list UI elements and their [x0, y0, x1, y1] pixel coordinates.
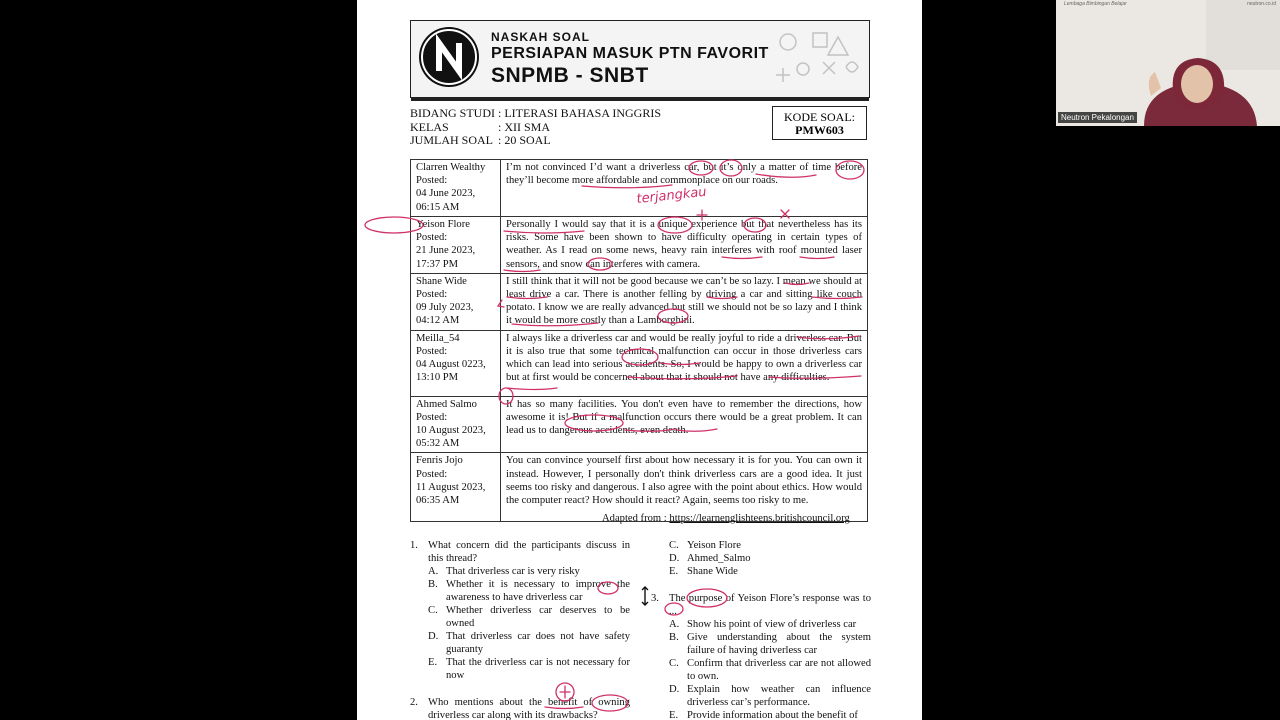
post-posted-label: Posted: — [416, 345, 448, 357]
option-text: That the driverless car is not necessary for now — [446, 657, 630, 681]
post-date: 09 July 2023, — [416, 302, 474, 314]
forum-post — [411, 217, 868, 274]
subject-value: : LITERASI BAHASA INGGRIS — [498, 106, 662, 120]
post-author: Shane Wide — [416, 275, 467, 287]
option-letter: C. — [669, 658, 679, 669]
source-link[interactable]: https://learnenglishteens.britishcouncil.org — [669, 513, 850, 524]
option-letter: B. — [669, 632, 679, 643]
document-page — [357, 0, 922, 720]
post-posted-label: Posted: — [416, 411, 448, 423]
participant-name: Neutron Pekalongan — [1058, 112, 1137, 123]
post-posted-label: Posted: — [416, 175, 448, 187]
post-time: 06:15 AM — [416, 201, 460, 213]
post-date: 11 August 2023, — [416, 481, 486, 493]
post-time: 06:35 AM — [416, 495, 460, 507]
answer-option[interactable] — [669, 657, 871, 683]
answer-option[interactable] — [428, 656, 630, 682]
neutron-logo — [419, 27, 479, 87]
banner-line-3: SNPMB - SNBT — [491, 64, 649, 87]
brand-website: neutron.co.id — [1247, 1, 1276, 7]
answer-option[interactable] — [669, 683, 871, 709]
option-text: That driverless car is very risky — [446, 566, 580, 577]
post-posted-label: Posted: — [416, 289, 448, 301]
post-author: Yeison Flore — [416, 219, 470, 230]
option-text: Ahmed_Salmo — [687, 553, 751, 564]
post-posted-label: Posted: — [416, 232, 448, 244]
header-banner — [410, 20, 870, 98]
question-count-label: JUMLAH SOAL — [410, 133, 494, 147]
question-2 — [410, 696, 630, 720]
option-text: Explain how weather can influence driverless car’s performance. — [687, 684, 871, 708]
post-text: Personally I would say that it is a unique experience but that nevertheless has its risks. Some have been shown to have difficulty operating in certain types of weather. As I read on some news, heavy rain interferes with roof mounted laser sensors, and snow can interferes with camera. — [501, 217, 868, 274]
option-text: Whether it is necessary to improve the awareness to have driverless car — [446, 579, 630, 603]
post-posted-label: Posted: — [416, 468, 448, 480]
option-text: Confirm that driverless car are not allowed to own. — [687, 658, 871, 682]
option-text: Yeison Flore — [687, 540, 741, 551]
resize-cursor-icon — [640, 586, 650, 606]
presenter-video — [1056, 0, 1280, 126]
option-text: Shane Wide — [687, 566, 738, 577]
handwritten-note: terjangkau — [635, 184, 708, 207]
post-author: Clarren Wealthy — [416, 162, 486, 173]
banner-line-1: NASKAH SOAL — [491, 30, 591, 44]
science-doodle-decoration — [768, 27, 863, 89]
option-letter: A. — [669, 619, 680, 630]
option-letter: E. — [428, 657, 438, 668]
post-text: I still think that it will not be good because we can’t be so lazy. I mean we should at least drive a car. There is another felling by driving a car and sitting like couch potato. I know we are really advanced but still we should not be so lazy and I think it would be more costly than a Lamborghini. — [501, 273, 868, 330]
forum-post — [411, 396, 868, 453]
question-1 — [410, 539, 630, 682]
answer-option[interactable] — [669, 565, 871, 578]
post-text: I’m not convinced I’d want a driverless car, but it’s only a matter of time before they’ll become more affordable and commonplace on our roads. — [501, 160, 868, 217]
exam-code-box — [772, 106, 867, 140]
post-date: 04 June 2023, — [416, 188, 476, 200]
subject-label: BIDANG STUDI — [410, 106, 495, 120]
post-text: You can convince yourself first about how necessary it is for you. You can own it instead. However, I personally don't think driverless cars are a good idea. It just seems too risky and dangerous. I also agree with the point about ethics. How would the computer react? How should it react? Again, seems too risky to me. — [501, 453, 868, 522]
question-stem: The purpose of Yeison Flore’s response was to ... — [669, 593, 871, 617]
answer-option[interactable] — [669, 618, 871, 631]
forum-post — [411, 330, 868, 396]
forum-thread-table — [410, 159, 868, 522]
source-label: Adapted from : — [602, 513, 667, 524]
question-2-continued — [651, 539, 871, 578]
post-date: 04 August 0223, — [416, 359, 486, 371]
exam-code-value: PMW603 — [795, 123, 844, 137]
question-stem: Who mentions about the benefit of owning driverless car along with its drawbacks? — [428, 697, 630, 720]
class-label: KELAS — [410, 119, 449, 134]
forum-post — [411, 453, 868, 522]
post-time: 17:37 PM — [416, 258, 459, 270]
answer-option[interactable] — [669, 709, 871, 720]
post-author: Meilla_54 — [416, 332, 460, 344]
forum-post — [411, 273, 868, 330]
question-number: 2. — [410, 697, 418, 708]
post-author: Ahmed Salmo — [416, 398, 477, 410]
answer-option[interactable] — [428, 630, 630, 656]
post-date: 10 August 2023, — [416, 425, 486, 437]
post-time: 04:12 AM — [416, 315, 460, 327]
option-letter: C. — [428, 605, 438, 616]
class-value: : XII SMA — [498, 119, 551, 134]
option-letter: B. — [428, 579, 438, 590]
forum-post — [411, 160, 868, 217]
option-text: That driverless car does not have safety guaranty — [446, 631, 630, 655]
answer-option[interactable] — [669, 552, 871, 565]
question-count-value: : 20 SOAL — [498, 133, 551, 147]
option-letter: D. — [669, 684, 680, 695]
option-letter: C. — [669, 540, 679, 551]
post-date: 21 June 2023, — [416, 245, 476, 257]
option-letter: E. — [669, 710, 679, 720]
exam-info — [410, 107, 661, 148]
question-3 — [651, 592, 871, 720]
source-credit — [602, 513, 850, 524]
option-letter: A. — [428, 566, 439, 577]
brand-caption: Lembaga Bimbingan Belajar — [1064, 1, 1127, 7]
post-time: 13:10 PM — [416, 372, 459, 384]
post-text: I always like a driverless car and would be really joyful to ride a driverless car. But it is also true that some technical malfunction can occur in those driverless cars which can lead into serious accidents. So, I would be happy to own a driverless car but at first would be concerned about that it should not have any difficulties. — [501, 330, 868, 396]
answer-option[interactable] — [669, 539, 871, 552]
question-number: 3. — [651, 593, 659, 604]
answer-option[interactable] — [428, 604, 630, 630]
option-letter: E. — [669, 566, 679, 577]
answer-option[interactable] — [428, 565, 630, 578]
answer-option[interactable] — [428, 578, 630, 604]
post-author: Fenris Jojo — [416, 455, 463, 467]
webcam-overlay — [1056, 0, 1280, 126]
option-text: Whether driverless car deserves to be owned — [446, 605, 630, 629]
option-letter: D. — [428, 631, 439, 642]
option-text: Give understanding about the system failure of having driverless car — [687, 632, 871, 656]
question-number: 1. — [410, 540, 418, 551]
option-letter: D. — [669, 553, 680, 564]
option-text: Provide information about the benefit of — [687, 710, 858, 720]
option-text: Show his point of view of driverless car — [687, 619, 857, 630]
exam-code-label: KODE SOAL: — [784, 110, 855, 124]
banner-line-2: PERSIAPAN MASUK PTN FAVORIT — [491, 45, 769, 62]
post-text: It has so many facilities. You don't even have to remember the directions, how awesome it is! But if a malfunction occurs there would be a great problem. It can lead us to dangerous accidents, even death. — [501, 396, 868, 453]
question-stem: What concern did the participants discuss in this thread? — [428, 540, 630, 564]
answer-option[interactable] — [669, 631, 871, 657]
post-time: 05:32 AM — [416, 438, 460, 450]
